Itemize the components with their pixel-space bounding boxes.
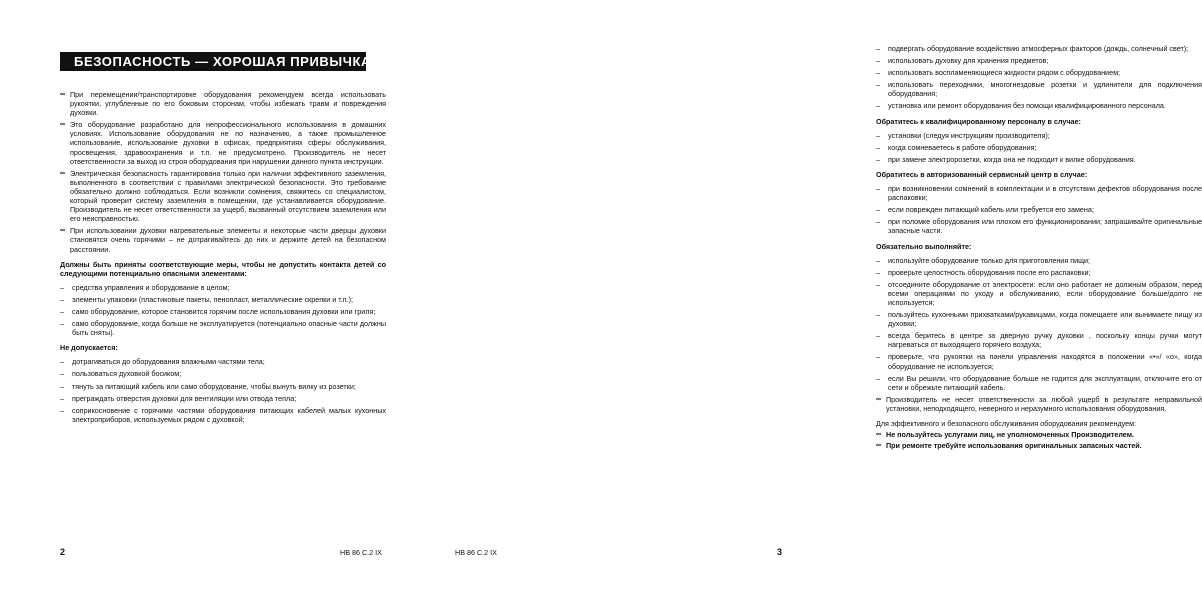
- list-item: ∞ Не пользуйтесь услугами лиц, не уполномоченных Производителем.: [876, 430, 1135, 440]
- list-item: – само оборудование, когда больше не эксплуатируется (потенциально опасные части должны быть сняты).: [60, 319, 386, 338]
- left-page: [0, 0, 421, 595]
- right-page: [421, 0, 1202, 595]
- children-measures-list: [60, 283, 386, 337]
- list-item: – тянуть за питающий кабель или само оборудование, чтобы вынуть вилку из розетки;: [60, 381, 356, 391]
- infinity-bullet-icon: ∞: [60, 227, 65, 235]
- qualified-personnel-list: [876, 131, 1202, 164]
- infinity-bullet-icon: ∞: [876, 442, 881, 450]
- not-allowed-heading: Не допускается:: [60, 343, 118, 353]
- infinity-bullet-icon: ∞: [876, 395, 881, 403]
- model-label: HB 86 C.2 IX: [340, 548, 382, 557]
- list-item: – использовать духовку для хранения предметов;: [876, 56, 1049, 66]
- model-label: HB 86 C.2 IX: [455, 548, 497, 557]
- list-item: – пользоваться духовкой босиком;: [60, 369, 182, 379]
- must-do-heading: Обязательно выполняйте:: [876, 241, 972, 251]
- list-item: ∞ При использовании духовки нагревательные элементы и некоторые части дверцы духовки становятся очень горячими – не дотрагивайтесь до них и держите детей на безопасном расстоянии.: [60, 226, 386, 254]
- list-item: ∞ Электрическая безопасность гарантирована только при наличии эффективного заземления, выполненного в соответствии с правилами электрической безопасности. Это требование обязательно должно соблюдаться. Если возникли сомнения, свяжитесь со специалистом, который проверит систему заземления в помещении, где устанавливается оборудование. Производитель не несет ответственности за ущерб, вызванный отсутствием заземления или его неисправностью.: [60, 168, 386, 224]
- list-item: – использовать переходники, многогнездовые розетки и удлинители для подключения оборудования;: [876, 80, 1202, 99]
- left-column: [60, 90, 386, 427]
- recommend-intro: Для эффективного и безопасного обслуживания оборудования рекомендуем:: [876, 419, 1137, 428]
- not-allowed-list: [60, 357, 386, 424]
- list-item: – элементы упаковки (пластиковые пакеты, пенопласт, металлические скрепки и т.п.);: [60, 294, 354, 304]
- page-number: 3: [777, 547, 783, 557]
- list-item: – если Вы решили, что оборудование больше не годится для эксплуатации, отключите его от сети и обрежьте питающий кабель.: [876, 373, 1202, 392]
- right-column: [876, 44, 1202, 452]
- list-item: – преграждать отверстия духовки для вентиляции или отвода тепла;: [60, 393, 297, 403]
- list-item: – установка или ремонт оборудования без помощи квалифицированного персонала.: [876, 101, 1166, 111]
- list-item: – само оборудование, которое становится горячим после использования духовки или гриля;: [60, 306, 376, 316]
- list-item: ∞ При перемещении/транспортировке оборудования рекомендуем всегда использовать рукоятки, углубленные по его боковым сторонам, чтобы избежать травм и повреждения духовки.: [60, 90, 386, 118]
- list-item: – соприкосновение с горячими частями оборудования питающих кабелей малых кухонных электроприборов, используемых рядом с духовкой;: [60, 405, 386, 424]
- list-item: – проверьте целостность оборудования после его распаковки;: [876, 267, 1091, 277]
- list-item: – дотрагиваться до оборудования влажными частями тела;: [60, 357, 265, 367]
- list-item: ∞ При ремонте требуйте использования оригинальных запасных частей.: [876, 441, 1142, 451]
- page-title: БЕЗОПАСНОСТЬ — ХОРОШАЯ ПРИВЫЧКА: [60, 52, 366, 71]
- list-item: – проверьте, что рукоятки на панели управления находятся в положении «•»/ «o», когда оборудование не используется;: [876, 352, 1202, 371]
- infinity-bullet-icon: ∞: [876, 431, 881, 439]
- list-item: – средства управления и оборудование в целом;: [60, 282, 230, 292]
- infinity-bullet-icon: ∞: [60, 169, 65, 177]
- list-item: – установки (следуя инструкциям производителя);: [876, 130, 1050, 140]
- safety-bullet-list: [60, 90, 386, 254]
- service-center-heading: Обратитесь в авторизованный сервисный центр в случае:: [876, 169, 1088, 179]
- list-item: ∞ Это оборудование разработано для непрофессионального использования в домашних условиях. Использование оборудования не по назначению, а также промышленное использование, использование духовки в офисах, предприятиях сферы обслуживания, просвещения, здравоохранения и т.п. не предусмотрено. Производитель не несет ответственности за выход из строя оборудования при нарушении данного пункта инструкции.: [60, 120, 386, 166]
- list-item: – подвергать оборудование воздействию атмосферных факторов (дождь, солнечный свет);: [876, 44, 1189, 53]
- list-item: – при возникновении сомнений в комплектации и в отсутствии дефектов оборудования после распаковки;: [876, 184, 1202, 203]
- must-do-list: [876, 256, 1202, 392]
- list-item: – использовать воспламеняющиеся жидкости рядом с оборудованием;: [876, 68, 1121, 78]
- page-number: 2: [60, 547, 66, 557]
- service-center-list: [876, 184, 1202, 235]
- liability-note: ∞ Производитель не несет ответственности за любой ущерб в результате неправильной установки, неподходящего, неверного и неразумного использования оборудования.: [876, 394, 1202, 413]
- qualified-personnel-heading: Обратитесь к квалифицированному персоналу в случае:: [876, 116, 1081, 126]
- children-measures-heading: Должны быть приняты соответствующие меры, чтобы не допустить контакта детей со следующими потенциально опасными элементами:: [60, 259, 386, 278]
- list-item: – отсоедините оборудование от электросети: если оно работает не должным образом, перед всеми операциями по уходу и обслуживанию, если оборудование больше/долго не используется;: [876, 279, 1202, 307]
- list-item: – пользуйтесь кухонными прихватками/рукавицами, когда помещаете или вынимаете пищу из духовки;: [876, 310, 1202, 329]
- list-item: – если поврежден питающий кабель или требуется его замена;: [876, 205, 1094, 215]
- list-item: – при замене электророзетки, когда она не подходит к вилке оборудования.: [876, 154, 1136, 164]
- list-item: – когда сомневаетесь в работе оборудования;: [876, 142, 1037, 152]
- list-item: – используйте оборудование только для приготовления пищи;: [876, 255, 1091, 265]
- infinity-bullet-icon: ∞: [60, 91, 65, 98]
- list-item: – всегда беритесь в центре за дверную ручку духовки , поскольку концы ручки могут нагреваться от выходящего горячего воздуха;: [876, 331, 1202, 350]
- prohibited-continued-list: [876, 44, 1202, 111]
- list-item: – при поломке оборудования или плохом его функционировании; запрашивайте оригинальные запасные части.: [876, 217, 1202, 236]
- infinity-bullet-icon: ∞: [60, 121, 65, 129]
